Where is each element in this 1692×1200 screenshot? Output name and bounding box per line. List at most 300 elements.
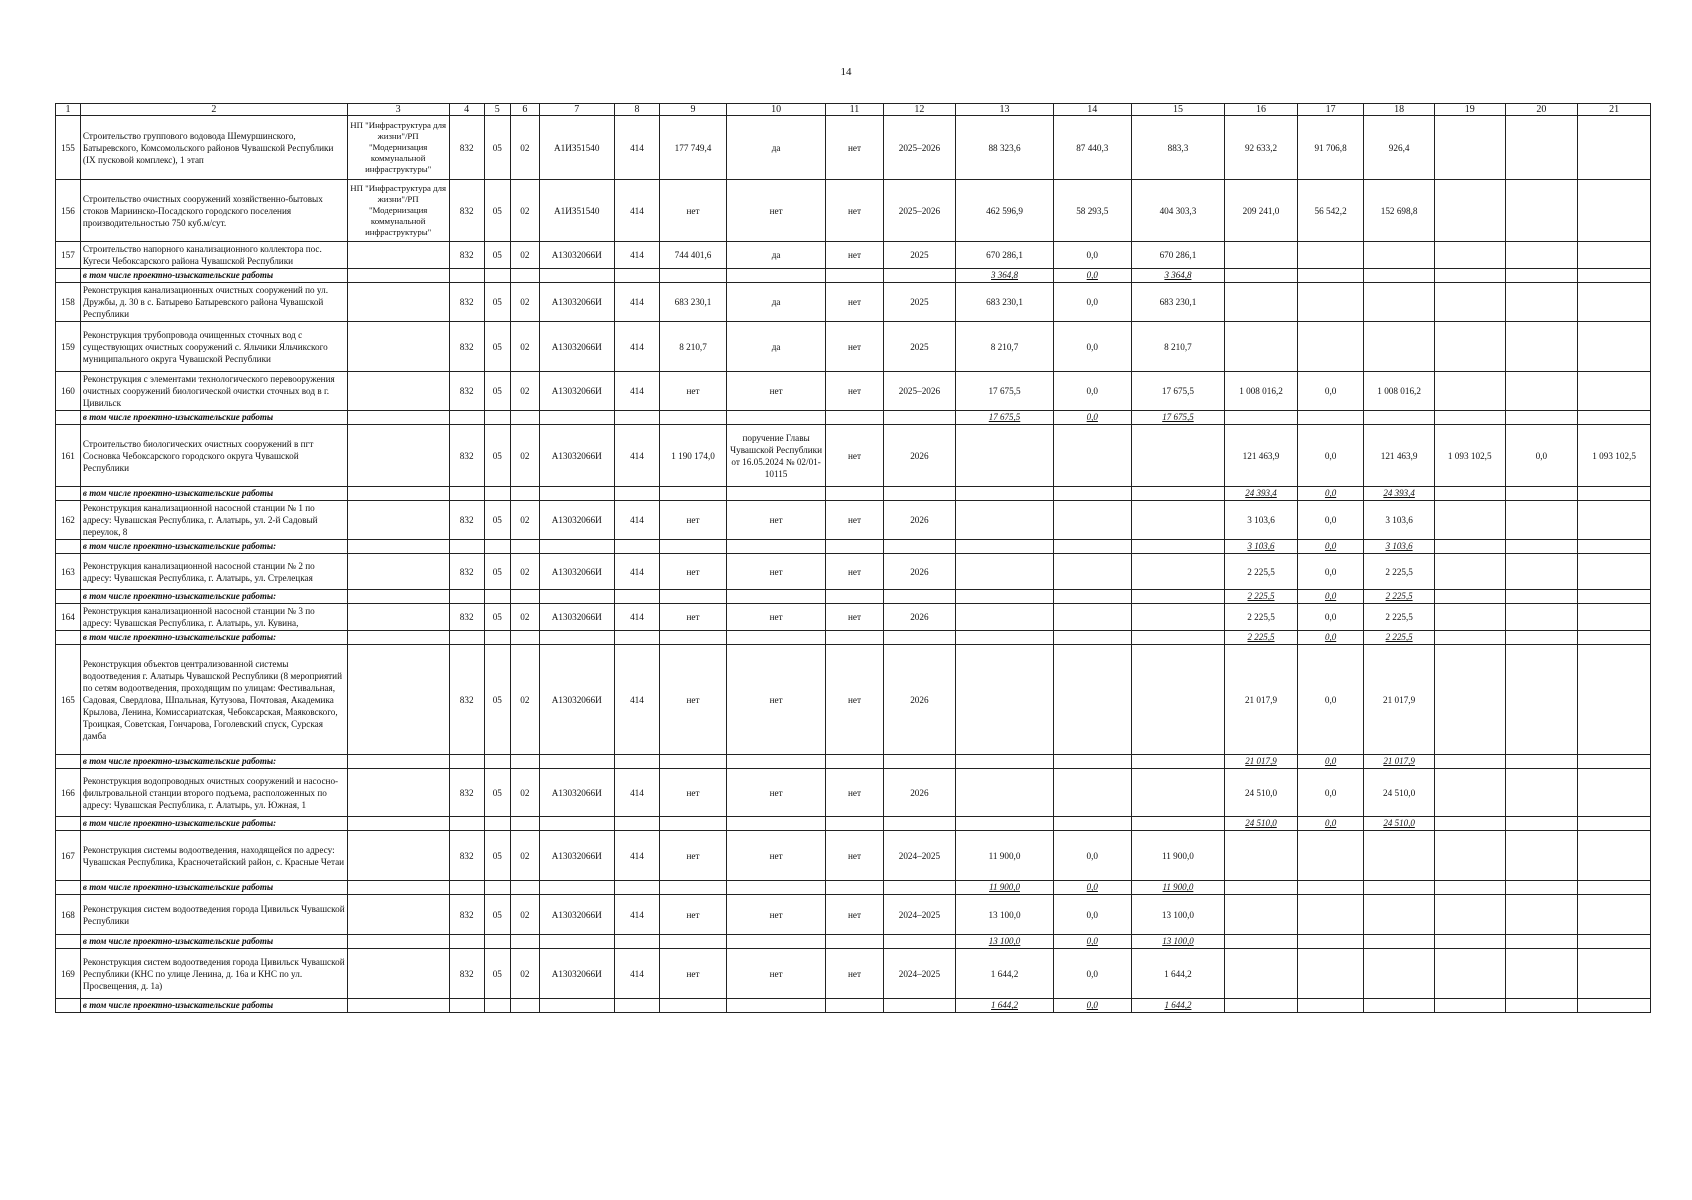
cell-republic-2027 xyxy=(1578,283,1651,322)
cell-federal-2025: 0,0 xyxy=(1053,411,1131,425)
cell-total-2025 xyxy=(956,487,1054,501)
table-row xyxy=(56,895,1651,935)
table-row xyxy=(56,283,1651,322)
cell-code-6: 02 xyxy=(510,831,539,881)
cell-federal-2027 xyxy=(1505,769,1578,817)
cell-row-number: 166 xyxy=(56,769,81,817)
cell-period: 2025 xyxy=(883,322,956,372)
cell-period xyxy=(883,487,956,501)
cell-republic-2026: 1 008 016,2 xyxy=(1364,372,1435,411)
cell-federal-2026 xyxy=(1297,283,1363,322)
cell-total-2026: 24 510,0 xyxy=(1225,769,1298,817)
cell-estimated-cost xyxy=(660,755,726,769)
cell-row-number xyxy=(56,631,81,645)
cell-republic-2027 xyxy=(1578,949,1651,999)
cell-target-article: А13032066И xyxy=(539,949,614,999)
cell-row-number xyxy=(56,817,81,831)
subtotal-row xyxy=(56,269,1651,283)
cell-federal-2026 xyxy=(1297,935,1363,949)
cell-code-5: 05 xyxy=(484,322,510,372)
cell-code-4 xyxy=(449,999,484,1013)
subtotal-row xyxy=(56,590,1651,604)
cell-target-article: А13032066И xyxy=(539,425,614,487)
cell-expertise: нет xyxy=(826,554,883,590)
subtotal-row xyxy=(56,411,1651,425)
cell-federal-2027 xyxy=(1505,554,1578,590)
cell-total-2025 xyxy=(956,604,1054,631)
cell-expense-type xyxy=(614,631,660,645)
column-number: 20 xyxy=(1505,104,1578,116)
cell-total-2026 xyxy=(1225,999,1298,1013)
cell-estimated-cost xyxy=(660,999,726,1013)
cell-code-5: 05 xyxy=(484,645,510,755)
cell-federal-2025 xyxy=(1053,817,1131,831)
cell-target-article: А1ИЗ51540 xyxy=(539,116,614,180)
cell-project-program xyxy=(347,631,449,645)
cell-republic-2025 xyxy=(1131,755,1224,769)
cell-expense-type: 414 xyxy=(614,116,660,180)
cell-federal-2025: 87 440,3 xyxy=(1053,116,1131,180)
cell-period: 2024–2025 xyxy=(883,831,956,881)
cell-code-5 xyxy=(484,881,510,895)
cell-code-5: 05 xyxy=(484,554,510,590)
cell-total-2027 xyxy=(1434,881,1505,895)
cell-estimated-cost: нет xyxy=(660,949,726,999)
cell-republic-2026 xyxy=(1364,831,1435,881)
cell-documentation xyxy=(726,817,826,831)
cell-total-2025: 13 100,0 xyxy=(956,895,1054,935)
cell-code-4: 832 xyxy=(449,949,484,999)
cell-documentation: нет xyxy=(726,645,826,755)
cell-estimated-cost: нет xyxy=(660,372,726,411)
cell-total-2025: 3 364,8 xyxy=(956,269,1054,283)
cell-federal-2025: 0,0 xyxy=(1053,895,1131,935)
table-row xyxy=(56,554,1651,590)
cell-federal-2025: 0,0 xyxy=(1053,242,1131,269)
cell-documentation: да xyxy=(726,322,826,372)
cell-documentation: да xyxy=(726,283,826,322)
cell-estimated-cost: нет xyxy=(660,645,726,755)
cell-code-6: 02 xyxy=(510,372,539,411)
cell-total-2025 xyxy=(956,590,1054,604)
cell-total-2025: 11 900,0 xyxy=(956,831,1054,881)
cell-republic-2027 xyxy=(1578,242,1651,269)
cell-total-2025: 17 675,5 xyxy=(956,372,1054,411)
cell-federal-2026 xyxy=(1297,322,1363,372)
cell-republic-2027 xyxy=(1578,501,1651,540)
cell-expense-type xyxy=(614,817,660,831)
column-number: 4 xyxy=(449,104,484,116)
cell-period xyxy=(883,540,956,554)
cell-expertise xyxy=(826,269,883,283)
cell-total-2025 xyxy=(956,540,1054,554)
cell-republic-2026 xyxy=(1364,935,1435,949)
cell-republic-2026: 2 225,5 xyxy=(1364,604,1435,631)
cell-code-4 xyxy=(449,755,484,769)
cell-project-program xyxy=(347,425,449,487)
cell-republic-2027 xyxy=(1578,180,1651,242)
cell-federal-2025 xyxy=(1053,425,1131,487)
column-number: 5 xyxy=(484,104,510,116)
cell-republic-2027 xyxy=(1578,116,1651,180)
cell-federal-2027 xyxy=(1505,999,1578,1013)
cell-republic-2026 xyxy=(1364,322,1435,372)
cell-period: 2025–2026 xyxy=(883,180,956,242)
cell-total-2027 xyxy=(1434,631,1505,645)
cell-republic-2027: 1 093 102,5 xyxy=(1578,425,1651,487)
cell-federal-2027 xyxy=(1505,411,1578,425)
cell-federal-2026 xyxy=(1297,831,1363,881)
cell-total-2027 xyxy=(1434,411,1505,425)
cell-object-name: Реконструкция канализационной насосной станции № 3 по адресу: Чувашская Республика, г. Алатырь, ул. Кувина, xyxy=(80,604,347,631)
cell-republic-2027 xyxy=(1578,755,1651,769)
cell-federal-2027 xyxy=(1505,242,1578,269)
cell-project-program xyxy=(347,881,449,895)
cell-federal-2025: 0,0 xyxy=(1053,999,1131,1013)
cell-documentation: поручение Главы Чувашской Республики от 16.05.2024 № 02/01-10115 xyxy=(726,425,826,487)
cell-code-5: 05 xyxy=(484,501,510,540)
cell-federal-2025 xyxy=(1053,769,1131,817)
cell-total-2026: 2 225,5 xyxy=(1225,631,1298,645)
cell-total-2027 xyxy=(1434,116,1505,180)
cell-expertise xyxy=(826,487,883,501)
cell-federal-2026 xyxy=(1297,242,1363,269)
cell-target-article: А13032066И xyxy=(539,831,614,881)
cell-object-name: Реконструкция канализационной насосной станции № 1 по адресу: Чувашская Республика, г. Алатырь, ул. 2-й Садовый переулок, 8 xyxy=(80,501,347,540)
cell-code-5: 05 xyxy=(484,283,510,322)
cell-expertise: нет xyxy=(826,180,883,242)
cell-federal-2026: 0,0 xyxy=(1297,769,1363,817)
cell-expertise: нет xyxy=(826,831,883,881)
cell-row-number: 161 xyxy=(56,425,81,487)
cell-total-2027 xyxy=(1434,554,1505,590)
cell-project-program xyxy=(347,999,449,1013)
cell-object-name: Реконструкция систем водоотведения города Цивильск Чувашской Республики (КНС по улице Ленина, д. 16а и КНС по ул. Просвещения, д. 1а) xyxy=(80,949,347,999)
table-row xyxy=(56,769,1651,817)
cell-federal-2025: 0,0 xyxy=(1053,935,1131,949)
cell-expertise xyxy=(826,755,883,769)
cell-code-4: 832 xyxy=(449,242,484,269)
cell-code-5: 05 xyxy=(484,895,510,935)
cell-target-article xyxy=(539,487,614,501)
cell-project-program xyxy=(347,755,449,769)
cell-total-2027 xyxy=(1434,999,1505,1013)
cell-republic-2026 xyxy=(1364,269,1435,283)
cell-republic-2025 xyxy=(1131,769,1224,817)
cell-republic-2025 xyxy=(1131,590,1224,604)
cell-republic-2026 xyxy=(1364,283,1435,322)
cell-documentation: нет xyxy=(726,769,826,817)
cell-period xyxy=(883,590,956,604)
cell-documentation: нет xyxy=(726,604,826,631)
cell-federal-2027 xyxy=(1505,590,1578,604)
cell-code-4 xyxy=(449,935,484,949)
cell-total-2025: 11 900,0 xyxy=(956,881,1054,895)
cell-expertise xyxy=(826,817,883,831)
cell-period: 2025 xyxy=(883,242,956,269)
cell-code-5 xyxy=(484,487,510,501)
cell-period: 2024–2025 xyxy=(883,949,956,999)
cell-republic-2025: 3 364,8 xyxy=(1131,269,1224,283)
cell-expense-type xyxy=(614,590,660,604)
cell-federal-2025 xyxy=(1053,487,1131,501)
cell-republic-2027 xyxy=(1578,372,1651,411)
cell-project-program xyxy=(347,769,449,817)
cell-code-5 xyxy=(484,999,510,1013)
cell-code-6 xyxy=(510,540,539,554)
cell-row-number: 162 xyxy=(56,501,81,540)
cell-expertise: нет xyxy=(826,769,883,817)
cell-total-2027: 1 093 102,5 xyxy=(1434,425,1505,487)
cell-period: 2025–2026 xyxy=(883,372,956,411)
cell-estimated-cost xyxy=(660,817,726,831)
cell-documentation: да xyxy=(726,242,826,269)
cell-project-program xyxy=(347,411,449,425)
cell-expertise: нет xyxy=(826,242,883,269)
cell-federal-2026: 0,0 xyxy=(1297,540,1363,554)
cell-expertise: нет xyxy=(826,283,883,322)
cell-total-2027 xyxy=(1434,180,1505,242)
subtotal-row xyxy=(56,817,1651,831)
cell-documentation xyxy=(726,540,826,554)
cell-estimated-cost: нет xyxy=(660,604,726,631)
cell-project-program xyxy=(347,831,449,881)
cell-federal-2025 xyxy=(1053,554,1131,590)
cell-federal-2026: 0,0 xyxy=(1297,817,1363,831)
cell-code-5: 05 xyxy=(484,242,510,269)
column-number: 17 xyxy=(1297,104,1363,116)
cell-estimated-cost: 683 230,1 xyxy=(660,283,726,322)
cell-total-2026: 209 241,0 xyxy=(1225,180,1298,242)
cell-republic-2025: 670 286,1 xyxy=(1131,242,1224,269)
cell-republic-2025 xyxy=(1131,604,1224,631)
cell-total-2026: 21 017,9 xyxy=(1225,645,1298,755)
cell-federal-2025: 58 293,5 xyxy=(1053,180,1131,242)
cell-total-2025 xyxy=(956,631,1054,645)
subtotal-row xyxy=(56,881,1651,895)
cell-object-name: в том числе проектно-изыскательские работы: xyxy=(80,817,347,831)
cell-total-2026 xyxy=(1225,242,1298,269)
cell-period: 2026 xyxy=(883,604,956,631)
cell-estimated-cost xyxy=(660,935,726,949)
cell-federal-2025 xyxy=(1053,645,1131,755)
column-number: 12 xyxy=(883,104,956,116)
cell-object-name: в том числе проектно-изыскательские работы xyxy=(80,999,347,1013)
cell-total-2025: 88 323,6 xyxy=(956,116,1054,180)
cell-target-article xyxy=(539,935,614,949)
cell-republic-2027 xyxy=(1578,817,1651,831)
column-number-row xyxy=(56,104,1651,116)
cell-expertise xyxy=(826,540,883,554)
cell-republic-2025 xyxy=(1131,425,1224,487)
cell-expense-type: 414 xyxy=(614,501,660,540)
cell-documentation: нет xyxy=(726,180,826,242)
cell-period xyxy=(883,411,956,425)
cell-documentation: нет xyxy=(726,895,826,935)
column-number: 10 xyxy=(726,104,826,116)
cell-code-6: 02 xyxy=(510,645,539,755)
investment-table xyxy=(55,103,1651,1013)
cell-total-2026: 2 225,5 xyxy=(1225,590,1298,604)
cell-documentation xyxy=(726,631,826,645)
cell-project-program xyxy=(347,645,449,755)
cell-expense-type: 414 xyxy=(614,322,660,372)
cell-code-4: 832 xyxy=(449,283,484,322)
cell-target-article: А13032066И xyxy=(539,242,614,269)
cell-row-number: 159 xyxy=(56,322,81,372)
cell-code-4 xyxy=(449,269,484,283)
cell-project-program xyxy=(347,487,449,501)
cell-estimated-cost: 177 749,4 xyxy=(660,116,726,180)
table-row xyxy=(56,831,1651,881)
cell-project-program xyxy=(347,554,449,590)
cell-republic-2026 xyxy=(1364,881,1435,895)
column-number: 8 xyxy=(614,104,660,116)
cell-expertise xyxy=(826,590,883,604)
cell-expense-type xyxy=(614,881,660,895)
cell-code-5 xyxy=(484,755,510,769)
cell-total-2025 xyxy=(956,817,1054,831)
cell-federal-2027: 0,0 xyxy=(1505,425,1578,487)
cell-project-program xyxy=(347,817,449,831)
cell-federal-2025: 0,0 xyxy=(1053,269,1131,283)
cell-expertise: нет xyxy=(826,949,883,999)
cell-row-number xyxy=(56,935,81,949)
cell-code-5: 05 xyxy=(484,831,510,881)
cell-republic-2025: 13 100,0 xyxy=(1131,895,1224,935)
cell-object-name: в том числе проектно-изыскательские работы xyxy=(80,411,347,425)
cell-total-2026: 3 103,6 xyxy=(1225,501,1298,540)
cell-republic-2027 xyxy=(1578,604,1651,631)
cell-object-name: в том числе проектно-изыскательские работы: xyxy=(80,590,347,604)
cell-total-2025: 1 644,2 xyxy=(956,949,1054,999)
cell-expense-type: 414 xyxy=(614,554,660,590)
cell-object-name: в том числе проектно-изыскательские работы xyxy=(80,881,347,895)
column-number: 1 xyxy=(56,104,81,116)
cell-code-4: 832 xyxy=(449,372,484,411)
cell-total-2025 xyxy=(956,755,1054,769)
cell-period xyxy=(883,755,956,769)
cell-federal-2027 xyxy=(1505,935,1578,949)
cell-code-4: 832 xyxy=(449,645,484,755)
cell-total-2027 xyxy=(1434,831,1505,881)
cell-total-2025: 8 210,7 xyxy=(956,322,1054,372)
cell-total-2027 xyxy=(1434,283,1505,322)
cell-republic-2025: 11 900,0 xyxy=(1131,831,1224,881)
cell-total-2026 xyxy=(1225,949,1298,999)
cell-row-number: 156 xyxy=(56,180,81,242)
cell-object-name: Реконструкция объектов централизованной системы водоотведения г. Алатырь Чувашской Республики (8 мероприятий по сетям водоотведения, проходящим по улицам: Фестивальная, Садовая, Свердлова, Шпальная, Кутузова, Почтовая, Академика Крылова, Ленина, Комиссариатская, Чебоксарская, Маяковского, Троицкая, Советская, Гончарова, Гоголевский спуск, Сурская дамба xyxy=(80,645,347,755)
table-row xyxy=(56,322,1651,372)
cell-federal-2025 xyxy=(1053,590,1131,604)
cell-estimated-cost: нет xyxy=(660,501,726,540)
cell-period xyxy=(883,881,956,895)
cell-republic-2027 xyxy=(1578,554,1651,590)
cell-expense-type: 414 xyxy=(614,831,660,881)
cell-target-article xyxy=(539,881,614,895)
cell-total-2027 xyxy=(1434,769,1505,817)
cell-republic-2026: 24 510,0 xyxy=(1364,769,1435,817)
cell-period: 2026 xyxy=(883,501,956,540)
table-row xyxy=(56,242,1651,269)
cell-code-6 xyxy=(510,590,539,604)
cell-expertise: нет xyxy=(826,372,883,411)
cell-code-5: 05 xyxy=(484,180,510,242)
cell-total-2027 xyxy=(1434,322,1505,372)
cell-period: 2025–2026 xyxy=(883,116,956,180)
cell-federal-2026: 0,0 xyxy=(1297,554,1363,590)
cell-republic-2027 xyxy=(1578,411,1651,425)
cell-federal-2027 xyxy=(1505,631,1578,645)
cell-target-article: А13032066И xyxy=(539,769,614,817)
cell-total-2027 xyxy=(1434,590,1505,604)
cell-federal-2027 xyxy=(1505,540,1578,554)
column-number: 3 xyxy=(347,104,449,116)
cell-total-2026 xyxy=(1225,269,1298,283)
cell-republic-2026: 121 463,9 xyxy=(1364,425,1435,487)
cell-estimated-cost xyxy=(660,269,726,283)
cell-code-4: 832 xyxy=(449,895,484,935)
cell-republic-2026: 3 103,6 xyxy=(1364,540,1435,554)
cell-total-2026: 24 393,4 xyxy=(1225,487,1298,501)
cell-project-program: НП "Инфраструктура для жизни"/РП "Модернизация коммунальной инфраструктуры" xyxy=(347,116,449,180)
cell-code-5 xyxy=(484,269,510,283)
cell-expense-type: 414 xyxy=(614,425,660,487)
cell-expertise xyxy=(826,935,883,949)
cell-estimated-cost: 8 210,7 xyxy=(660,322,726,372)
cell-period xyxy=(883,269,956,283)
table-row xyxy=(56,425,1651,487)
subtotal-row xyxy=(56,487,1651,501)
cell-project-program xyxy=(347,269,449,283)
cell-total-2026: 24 510,0 xyxy=(1225,817,1298,831)
cell-row-number xyxy=(56,881,81,895)
cell-federal-2027 xyxy=(1505,831,1578,881)
cell-republic-2025: 17 675,5 xyxy=(1131,411,1224,425)
cell-federal-2027 xyxy=(1505,372,1578,411)
cell-federal-2026: 0,0 xyxy=(1297,604,1363,631)
cell-federal-2027 xyxy=(1505,116,1578,180)
cell-total-2025: 683 230,1 xyxy=(956,283,1054,322)
cell-total-2027 xyxy=(1434,895,1505,935)
cell-code-4 xyxy=(449,487,484,501)
cell-total-2026: 1 008 016,2 xyxy=(1225,372,1298,411)
cell-object-name: Строительство биологических очистных сооружений в пгт Сосновка Чебоксарского городского округа Чувашской Республики xyxy=(80,425,347,487)
cell-total-2026: 92 633,2 xyxy=(1225,116,1298,180)
cell-object-name: в том числе проектно-изыскательские работы xyxy=(80,487,347,501)
cell-object-name: в том числе проектно-изыскательские работы: xyxy=(80,631,347,645)
cell-expertise: нет xyxy=(826,645,883,755)
cell-total-2027 xyxy=(1434,501,1505,540)
table-body xyxy=(56,116,1651,1013)
cell-project-program xyxy=(347,540,449,554)
cell-total-2027 xyxy=(1434,755,1505,769)
cell-expertise: нет xyxy=(826,425,883,487)
cell-code-4 xyxy=(449,590,484,604)
column-number: 2 xyxy=(80,104,347,116)
cell-republic-2025 xyxy=(1131,501,1224,540)
table-row xyxy=(56,116,1651,180)
table-row xyxy=(56,180,1651,242)
column-number: 18 xyxy=(1364,104,1435,116)
column-number: 16 xyxy=(1225,104,1298,116)
cell-total-2026 xyxy=(1225,283,1298,322)
cell-republic-2027 xyxy=(1578,935,1651,949)
cell-code-5 xyxy=(484,817,510,831)
cell-expertise: нет xyxy=(826,116,883,180)
cell-target-article xyxy=(539,755,614,769)
cell-federal-2027 xyxy=(1505,895,1578,935)
